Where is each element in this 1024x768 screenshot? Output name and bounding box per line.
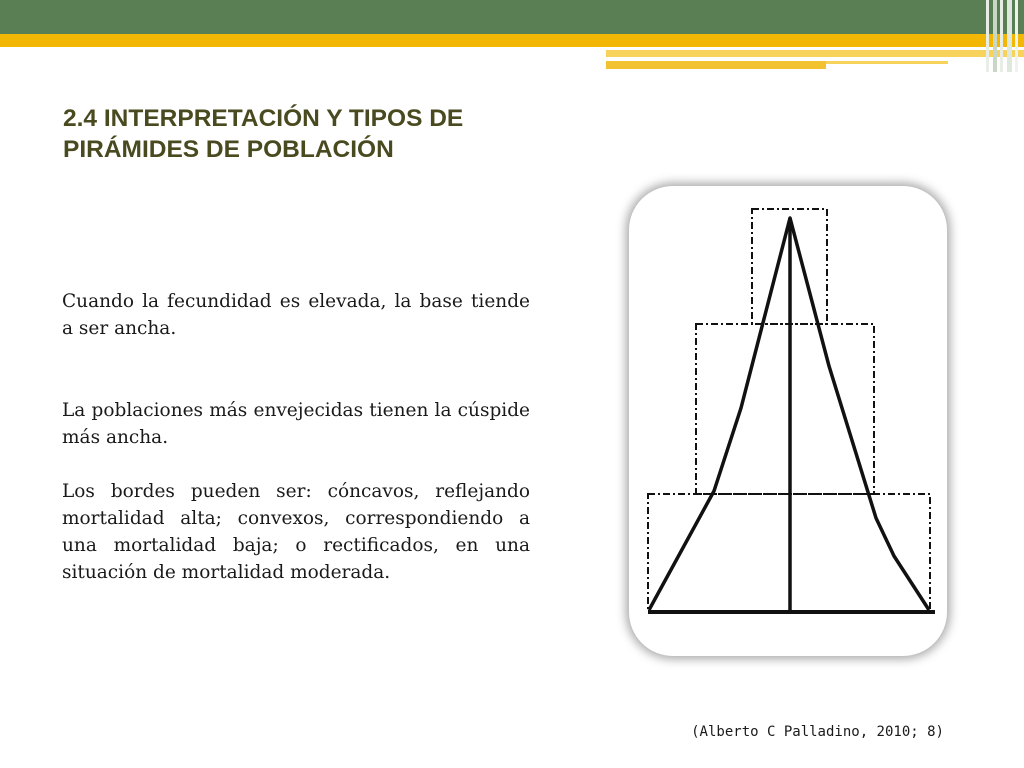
paragraph-edges: Los bordes pueden ser: cóncavos, reflejando mortalidad alta; convexos, correspondiendo a una mortalidad baja; o rectificados, en una situación de mortalidad moderada. xyxy=(62,481,530,583)
pyramid-figure-frame xyxy=(629,186,947,656)
slide-title: 2.4 INTERPRETACIÓN Y TIPOS DE PIRÁMIDES DE POBLACIÓN xyxy=(63,105,464,163)
citation: (Alberto C Palladino, 2010; 8) xyxy=(691,724,944,740)
paragraph-fecundity: Cuando la fecundidad es elevada, la base tiende a ser ancha. xyxy=(62,291,530,339)
population-pyramid-diagram-icon xyxy=(629,186,947,656)
header-decoration xyxy=(0,0,1024,72)
body-text xyxy=(62,288,530,586)
paragraph-aging: La poblaciones más envejecidas tienen la cúspide más ancha. xyxy=(62,400,530,448)
